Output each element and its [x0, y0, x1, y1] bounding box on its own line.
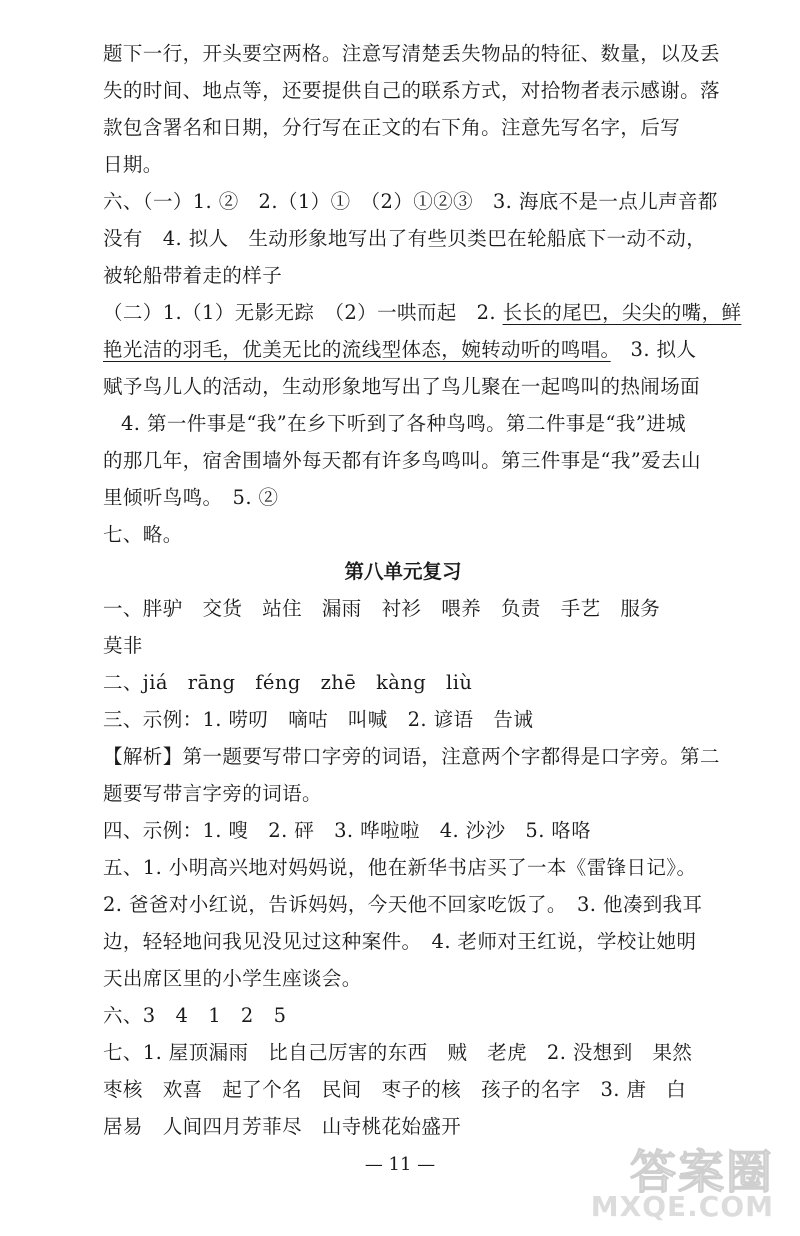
text-line: 七、1. 屋顶漏雨 比自己厉害的东西 贼 老虎 2. 没想到 果然 — [103, 1041, 693, 1064]
text-line: 被轮船带着走的样子 — [103, 264, 283, 287]
text-line: 四、示例：1. 嗖 2. 砰 3. 哗啦啦 4. 沙沙 5. 咯咯 — [103, 819, 592, 842]
text-line: 的那几年，宿舍围墙外每天都有许多鸟鸣叫。第三件事是“我”爱去山 — [103, 449, 701, 472]
text-line: 三、示例：1. 唠叨 嘀咕 叫喊 2. 谚语 告诫 — [103, 708, 534, 731]
text-line — [103, 333, 703, 367]
text-line: 失的时间、地点等，还要提供自己的联系方式，对拾物者表示感谢。落 — [103, 79, 720, 102]
text-line: 枣核 欢喜 起了个名 民间 枣子的核 孩子的名字 3. 唐 白 — [103, 1078, 687, 1101]
text-line: 莫非 — [103, 634, 143, 657]
watermark-url: MXQE.COM — [590, 1190, 774, 1223]
text-line: 五、1. 小明高兴地对妈妈说，他在新华书店买了一本《雷锋日记》。 — [103, 856, 697, 879]
text-line: 【解析】第一题要写带口字旁的词语，注意两个字都得是口字旁。第二 — [103, 745, 720, 768]
watermark-text: 答案圈 — [630, 1145, 774, 1199]
text-line: 里倾听鸟鸣。 5. ② — [103, 486, 279, 509]
text-line: 天出席区里的小学生座谈会。 — [103, 967, 362, 990]
underlined-answer: 长长的尾巴，尖尖的嘴，鲜 — [502, 301, 742, 324]
text-line: 款包含署名和日期，分行写在正文的右下角。注意先写名字，后写 — [103, 116, 681, 139]
text-line: 六、3 4 1 2 5 — [103, 1004, 287, 1027]
text-line: 六、（一）1. ② 2.（1）① （2）①②③ 3. 海底不是一点儿声音都 — [103, 190, 718, 213]
text-line: 2. 爸爸对小红说，告诉妈妈，今天他不回家吃饭了。 3. 他凑到我耳 — [103, 893, 703, 916]
text-line: 二、jiá rāng féng zhē kàng liù — [103, 671, 473, 694]
text-line — [103, 296, 742, 330]
text-line: 题下一行，开头要空两格。注意写清楚丢失物品的特征、数量，以及丢 — [103, 42, 720, 65]
text-segment: 3. 拟人 — [610, 338, 697, 361]
section-heading: 第八单元复习 — [344, 560, 462, 583]
text-line: 4. 第一件事是“我”在乡下听到了各种鸟鸣。第二件事是“我”进城 — [121, 412, 686, 435]
text-line: 边，轻轻地问我见没见过这种案件。 4. 老师对王红说，学校让她明 — [103, 930, 697, 953]
text-segment: （二）1.（1）无影无踪 （2）一哄而起 2. — [103, 301, 503, 324]
text-line: 日期。 — [103, 153, 163, 176]
text-line: 一、胖驴 交货 站住 漏雨 衬衫 喂养 负责 手艺 服务 — [103, 597, 661, 620]
text-line: 题要写带言字旁的词语。 — [103, 782, 322, 805]
text-line: 赋予鸟儿人的活动，生动形象地写出了鸟儿聚在一起鸣叫的热闹场面 — [103, 375, 701, 398]
page-number: — 11 — — [364, 1154, 436, 1175]
underlined-answer: 艳光洁的羽毛，优美无比的流线型体态，婉转动听的鸣唱。 — [103, 338, 611, 361]
text-line: 居易 人间四月芳菲尽 山寺桃花始盛开 — [103, 1115, 462, 1138]
text-line: 没有 4. 拟人 生动形象地写出了有些贝类巴在轮船底下一动不动， — [103, 227, 707, 250]
text-line: 七、略。 — [103, 523, 183, 546]
